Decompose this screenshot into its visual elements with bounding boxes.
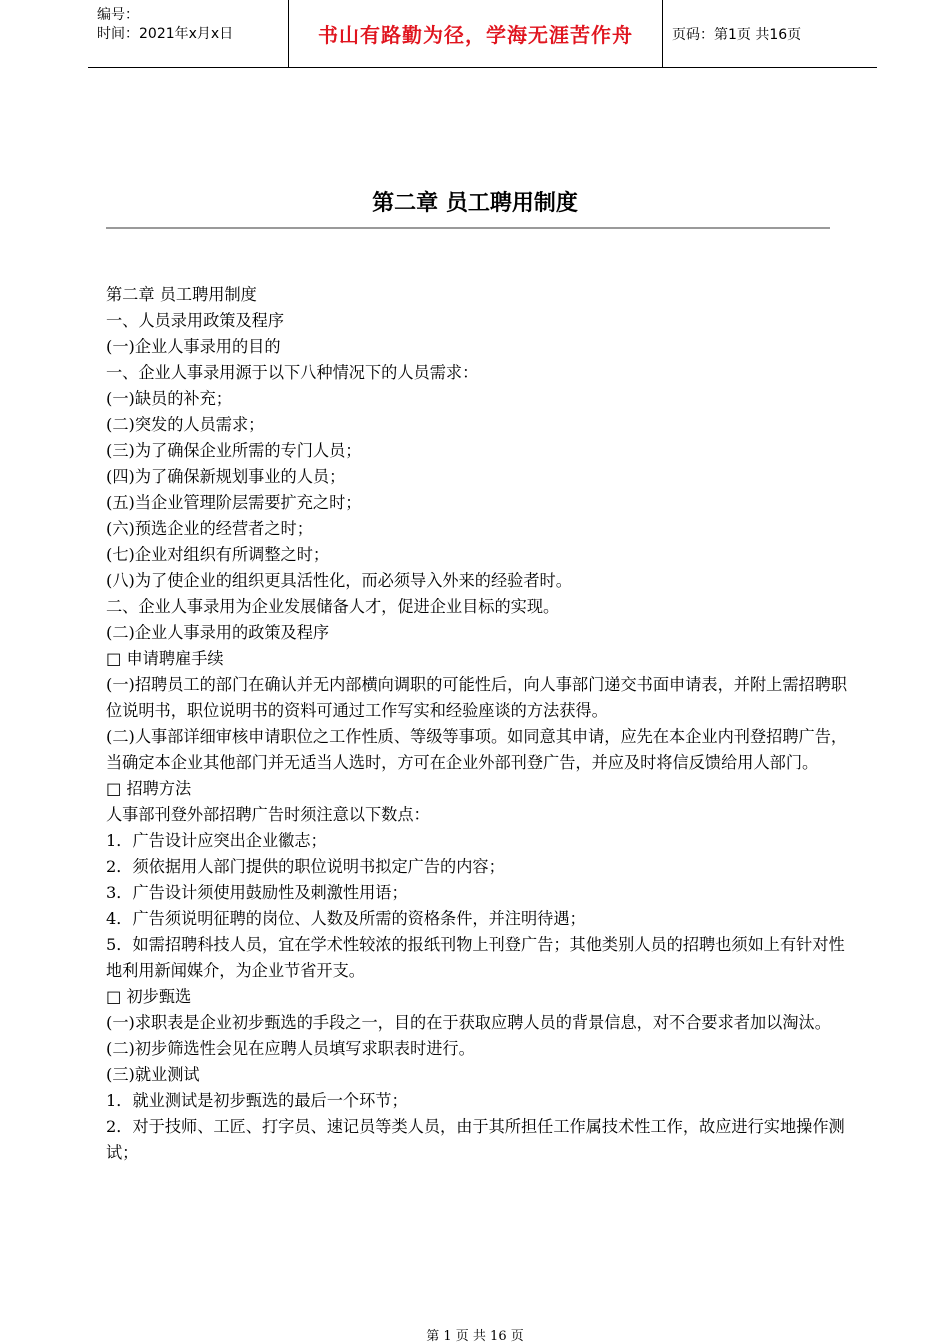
paragraph: (一)招聘员工的部门在确认并无内部横向调职的可能性后，向人事部门递交书面申请表，并附上需招聘职位说明书，职位说明书的资料可通过工作写实和经验座谈的方法获得。	[106, 675, 848, 720]
document-body	[106, 282, 860, 1166]
paragraph: (一)缺员的补充；	[106, 389, 232, 408]
page-header	[88, 0, 877, 68]
paragraph: 第二章 员工聘用制度	[106, 285, 257, 304]
paragraph: (七)企业对组织有所调整之时；	[106, 545, 330, 564]
header-meta	[88, 0, 289, 67]
paragraph: (八)为了使企业的组织更具活性化，而必须导入外来的经验者时。	[106, 571, 572, 590]
paragraph: (三)为了确保企业所需的专门人员；	[106, 441, 362, 460]
paragraph: (六)预选企业的经营者之时；	[106, 519, 313, 538]
paragraph: (二)企业人事录用的政策及程序	[106, 623, 330, 642]
header-page-label: 页码：第1页 共16页	[672, 26, 802, 43]
number-label: 编号：	[97, 7, 139, 23]
paragraph: □ 招聘方法	[106, 779, 192, 798]
paragraph: □ 初步甄选	[106, 987, 192, 1006]
paragraph: 1．就业测试是初步甄选的最后一个环节；	[106, 1091, 408, 1110]
paragraph: 二、企业人事录用为企业发展储备人才，促进企业目标的实现。	[106, 597, 560, 616]
paragraph: (五)当企业管理阶层需要扩充之时；	[106, 493, 362, 512]
paragraph: (二)初步筛选性会见在应聘人员填写求职表时进行。	[106, 1039, 475, 1058]
title-divider	[106, 227, 830, 229]
header-motto: 书山有路勤为径，学海无涯苦作舟	[289, 0, 663, 67]
paragraph: 1．广告设计应突出企业徽志；	[106, 831, 327, 850]
paragraph: 4．广告须说明征聘的岗位、人数及所需的资格条件，并注明待遇；	[106, 909, 586, 928]
paragraph: (四)为了确保新规划事业的人员；	[106, 467, 346, 486]
paragraph: 2．须依据用人部门提供的职位说明书拟定广告的内容；	[106, 857, 505, 876]
paragraph: (一)企业人事录用的目的	[106, 337, 281, 356]
time-label: 时间：2021年x月x日	[97, 26, 234, 42]
paragraph: 人事部刊登外部招聘广告时须注意以下数点：	[106, 805, 430, 824]
paragraph: 2．对于技师、工匠、打字员、速记员等类人员，由于其所担任工作属技术性工作，故应进行实地操作测试；	[106, 1117, 845, 1162]
document-title: 第二章 员工聘用制度	[372, 191, 578, 216]
paragraph: (二)人事部详细审核申请职位之工作性质、等级等事项。如同意其申请，应先在本企业内刊登招聘广告，当确定本企业其他部门并无适当人选时，方可在企业外部刊登广告，并应及时将信反馈给用人部门。	[106, 727, 848, 772]
paragraph: 5．如需招聘科技人员，宜在学术性较浓的报纸刊物上刊登广告；其他类别人员的招聘也须如上有针对性地利用新闻媒介，为企业节省开支。	[106, 935, 845, 980]
paragraph: (二)突发的人员需求；	[106, 415, 265, 434]
paragraph: 一、人员录用政策及程序	[106, 311, 285, 330]
paragraph: (三)就业测试	[106, 1065, 200, 1084]
paragraph: 3．广告设计须使用鼓励性及刺激性用语；	[106, 883, 408, 902]
paragraph: (一)求职表是企业初步甄选的手段之一，目的在于获取应聘人员的背景信息，对不合要求者加以淘汰。	[106, 1013, 831, 1032]
page-footer: 第 1 页 共 16 页	[426, 1329, 524, 1344]
paragraph: 一、企业人事录用源于以下八种情况下的人员需求：	[106, 363, 479, 382]
paragraph: □ 申请聘雇手续	[106, 649, 224, 668]
